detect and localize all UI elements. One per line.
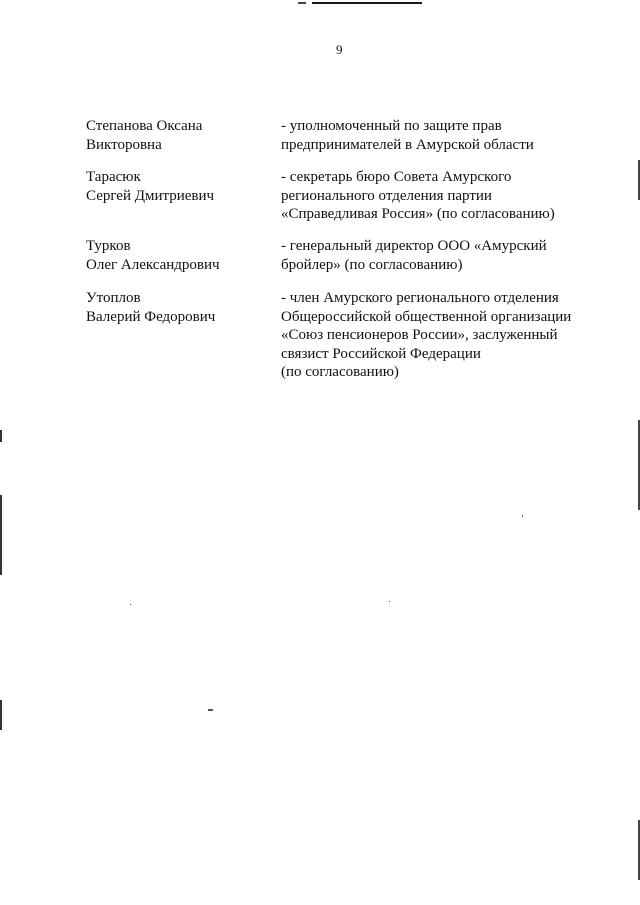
role-line: - генеральный директор ООО «Амурский [281,238,547,254]
scan-edge [0,495,2,575]
role-line: (по согласованию) [281,364,399,380]
scan-mark [298,2,306,4]
role-line: бройлер» (по согласованию) [281,256,463,273]
member-given-name: Валерий Федорович [86,308,216,325]
role-line: предпринимателей в Амурской области [281,136,534,153]
member-surname: Утоплов [86,290,141,306]
scan-speck [522,515,523,517]
member-surname: Тарасюк [86,169,141,185]
role-line: Общероссийской общественной организации [281,308,572,325]
member-name [86,237,266,274]
scan-speck [130,604,131,605]
member-role [281,237,581,274]
scan-edge [0,700,2,730]
scan-edge [0,430,2,442]
member-role [281,289,581,382]
role-line: - секретарь бюро Совета Амурского [281,169,512,185]
scan-speck [208,709,213,711]
member-name [86,117,266,154]
role-line: связист Российской Федерации [281,345,481,362]
scan-speck [389,601,390,602]
member-surname: Степанова Оксана [86,118,203,134]
member-given-name: Викторовна [86,136,162,153]
scan-mark [312,2,422,4]
member-given-name: Сергей Дмитриевич [86,187,215,204]
member-given-name: Олег Александрович [86,256,220,273]
page-number: 9 [336,42,343,57]
role-line: - член Амурского регионального отделения [281,290,559,306]
member-surname: Турков [86,238,131,254]
role-line: «Союз пенсионеров России», заслуженный [281,327,558,343]
member-name [86,168,266,205]
role-line: «Справедливая Россия» (по согласованию) [281,206,555,222]
member-role [281,168,581,224]
member-name [86,289,266,326]
member-role [281,117,581,154]
role-line: регионального отделения партии [281,187,492,204]
role-line: - уполномоченный по защите прав [281,118,502,134]
